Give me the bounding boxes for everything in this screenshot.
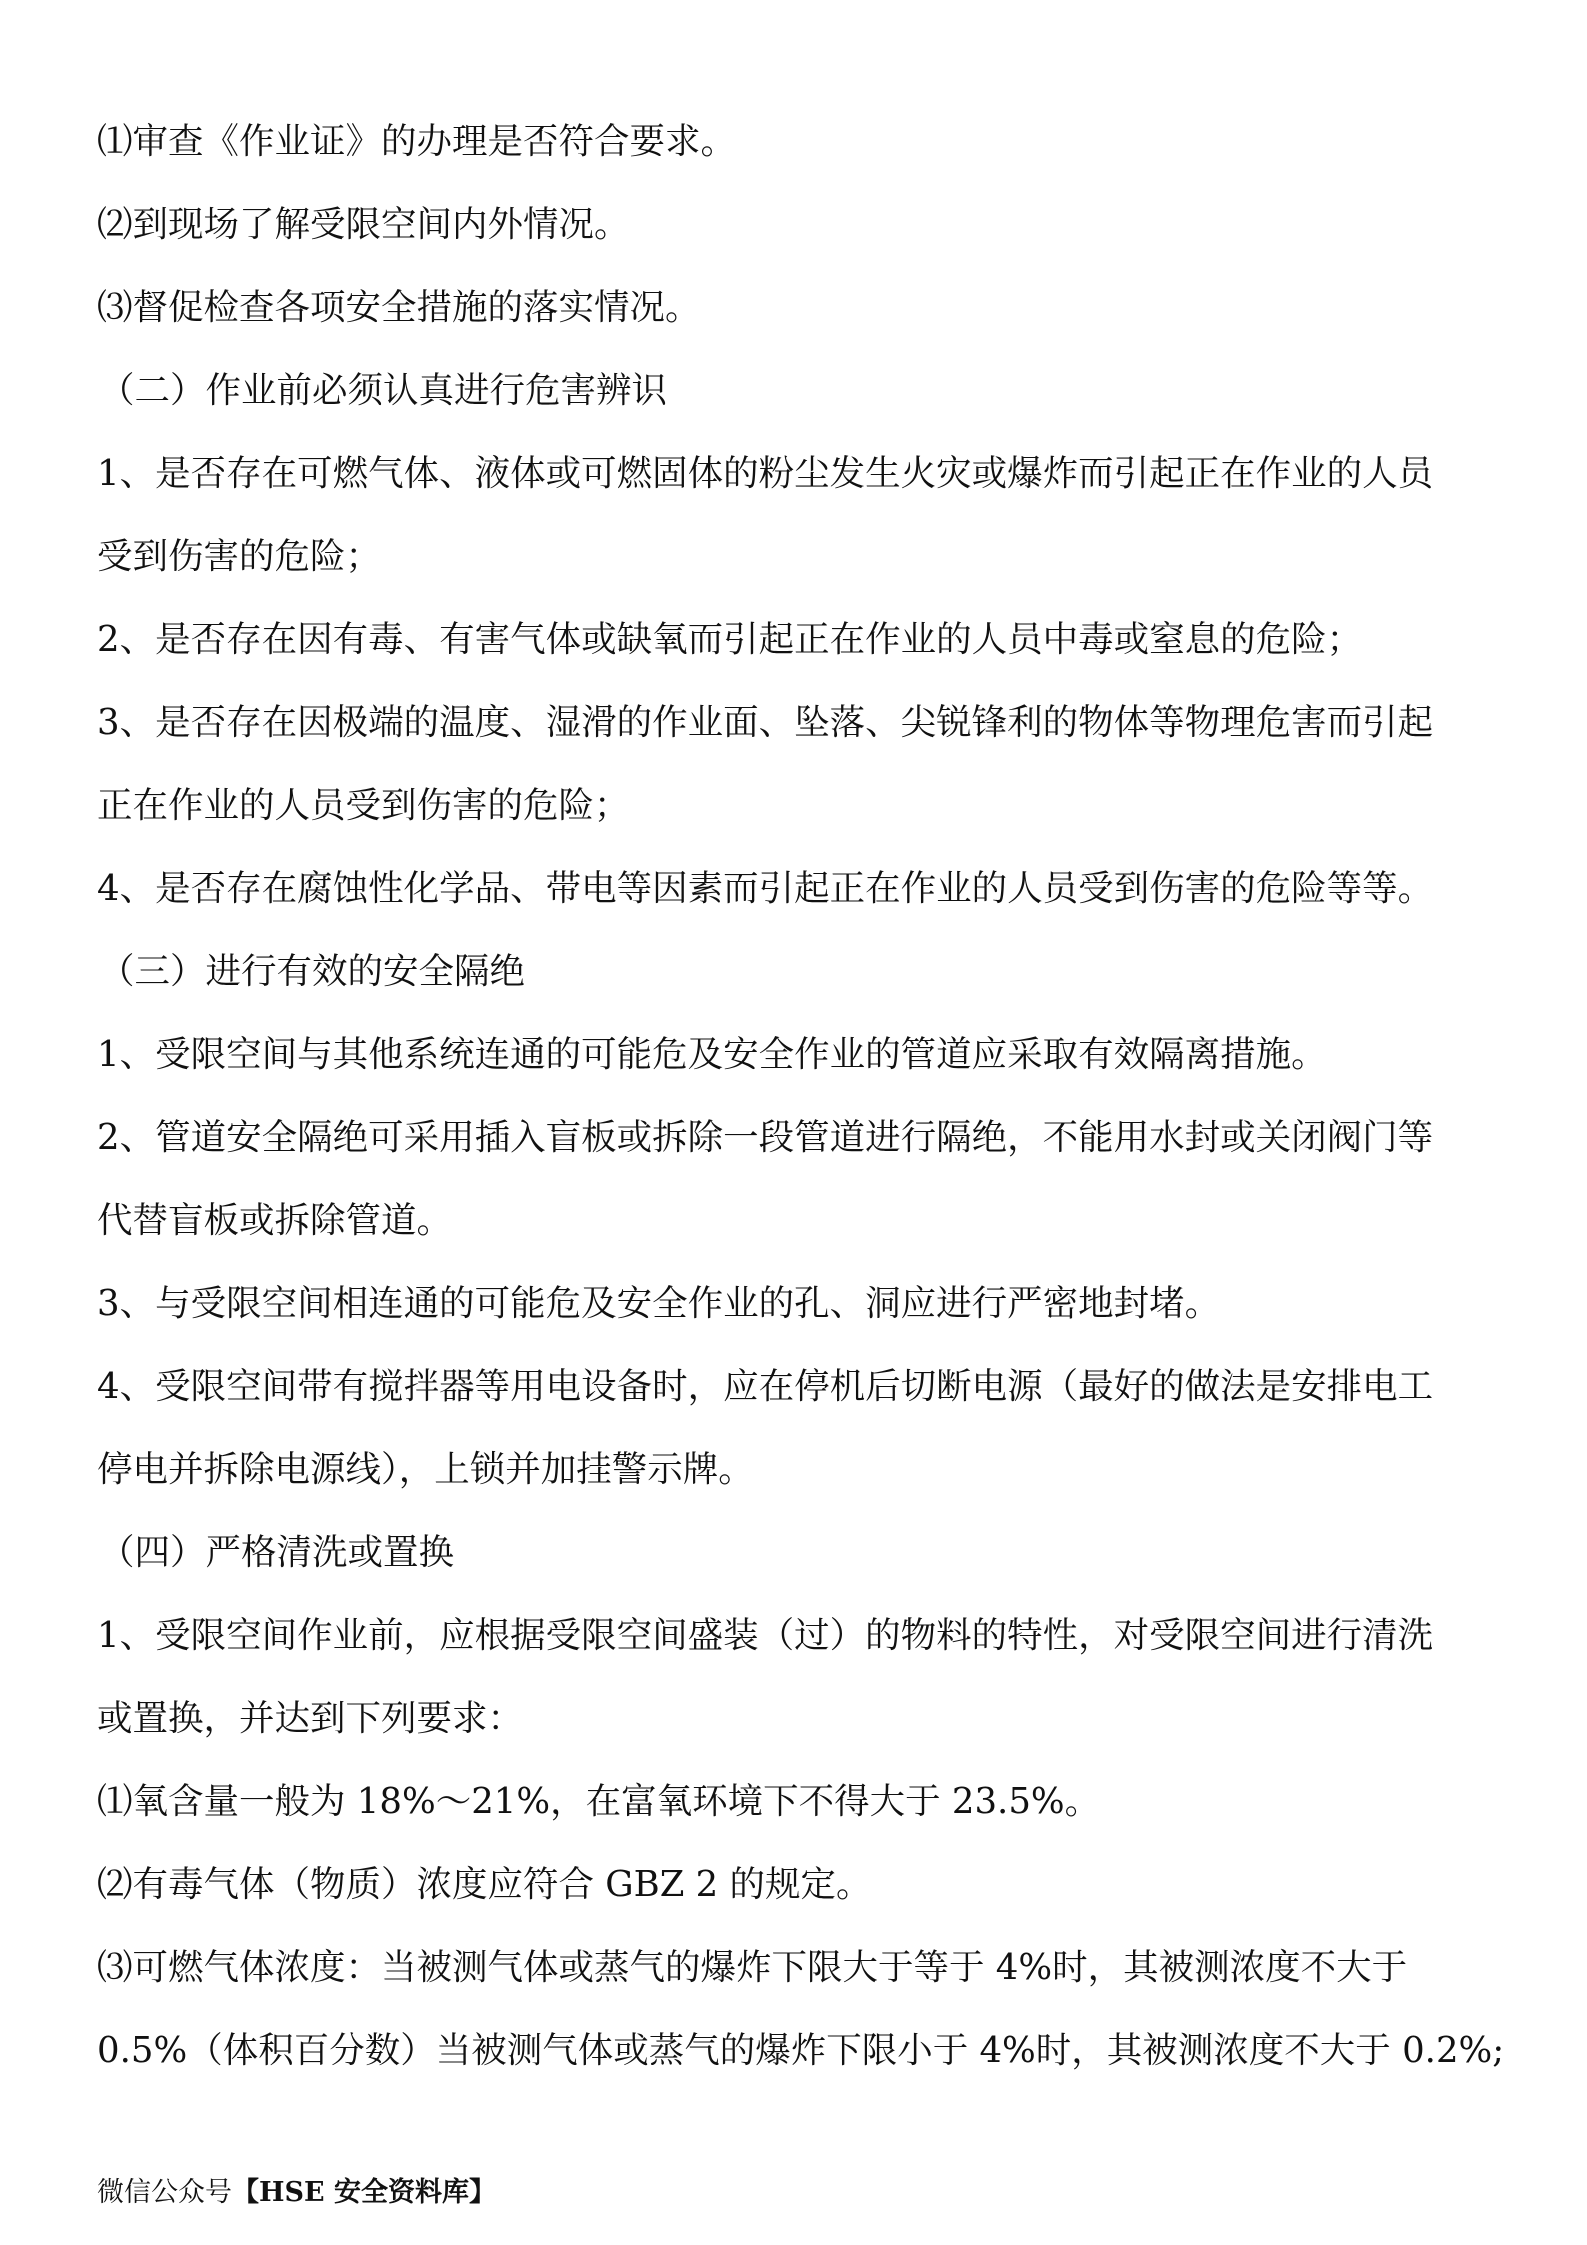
text-line: 代替盲板或拆除管道。 xyxy=(97,1200,453,1241)
text-line: 正在作业的人员受到伤害的危险； xyxy=(97,785,630,826)
section-heading: （二）作业前必须认真进行危害辨识 xyxy=(99,370,668,411)
section-heading: （四）严格清洗或置换 xyxy=(99,1532,455,1573)
section-heading: （三）进行有效的安全隔绝 xyxy=(99,951,526,992)
text-line: ⑶可燃气体浓度：当被测气体或蒸气的爆炸下限大于等于 4%时，其被测浓度不大于 xyxy=(97,1947,1408,1988)
text-line: 2、管道安全隔绝可采用插入盲板或拆除一段管道进行隔绝，不能用水封或关闭阀门等 xyxy=(97,1117,1434,1158)
text-line: 1、是否存在可燃气体、液体或可燃固体的粉尘发生火灾或爆炸而引起正在作业的人员 xyxy=(97,453,1434,494)
text-line: 1、受限空间作业前，应根据受限空间盛装（过）的物料的特性，对受限空间进行清洗 xyxy=(97,1615,1434,1656)
text-line: ⑵到现场了解受限空间内外情况。 xyxy=(97,204,630,245)
text-line: ⑶督促检查各项安全措施的落实情况。 xyxy=(97,287,701,328)
text-line: 1、受限空间与其他系统连通的可能危及安全作业的管道应采取有效隔离措施。 xyxy=(97,1034,1327,1075)
document-body xyxy=(97,112,1505,2104)
text-line: 停电并拆除电源线），上锁并加挂警示牌。 xyxy=(97,1449,754,1490)
text-line: 4、受限空间带有搅拌器等用电设备时，应在停机后切断电源（最好的做法是安排电工 xyxy=(97,1366,1434,1407)
page-footer xyxy=(97,2173,496,2213)
text-line: ⑴审查《作业证》的办理是否符合要求。 xyxy=(97,121,737,162)
text-line: 3、与受限空间相连通的可能危及安全作业的孔、洞应进行严密地封堵。 xyxy=(97,1283,1221,1324)
text-line: 3、是否存在因极端的温度、湿滑的作业面、坠落、尖锐锋利的物体等物理危害而引起 xyxy=(97,702,1434,743)
text-line: 2、是否存在因有毒、有害气体或缺氧而引起正在作业的人员中毒或窒息的危险； xyxy=(97,619,1363,660)
footer-source: 【HSE 安全资料库】 xyxy=(232,2177,496,2208)
text-line: 受到伤害的危险； xyxy=(97,536,382,577)
text-line: ⑵有毒气体（物质）浓度应符合 GBZ 2 的规定。 xyxy=(97,1864,872,1905)
text-line: 或置换，并达到下列要求： xyxy=(97,1698,524,1739)
text-line: 0.5%（体积百分数）当被测气体或蒸气的爆炸下限小于 4%时，其被测浓度不大于 0.2%; xyxy=(97,2030,1505,2071)
text-line: 4、是否存在腐蚀性化学品、带电等因素而引起正在作业的人员受到伤害的危险等等。 xyxy=(97,868,1434,909)
text-line: ⑴氧含量一般为 18%～21%，在富氧环境下不得大于 23.5%。 xyxy=(97,1781,1101,1822)
footer-prefix: 微信公众号 xyxy=(97,2177,232,2208)
